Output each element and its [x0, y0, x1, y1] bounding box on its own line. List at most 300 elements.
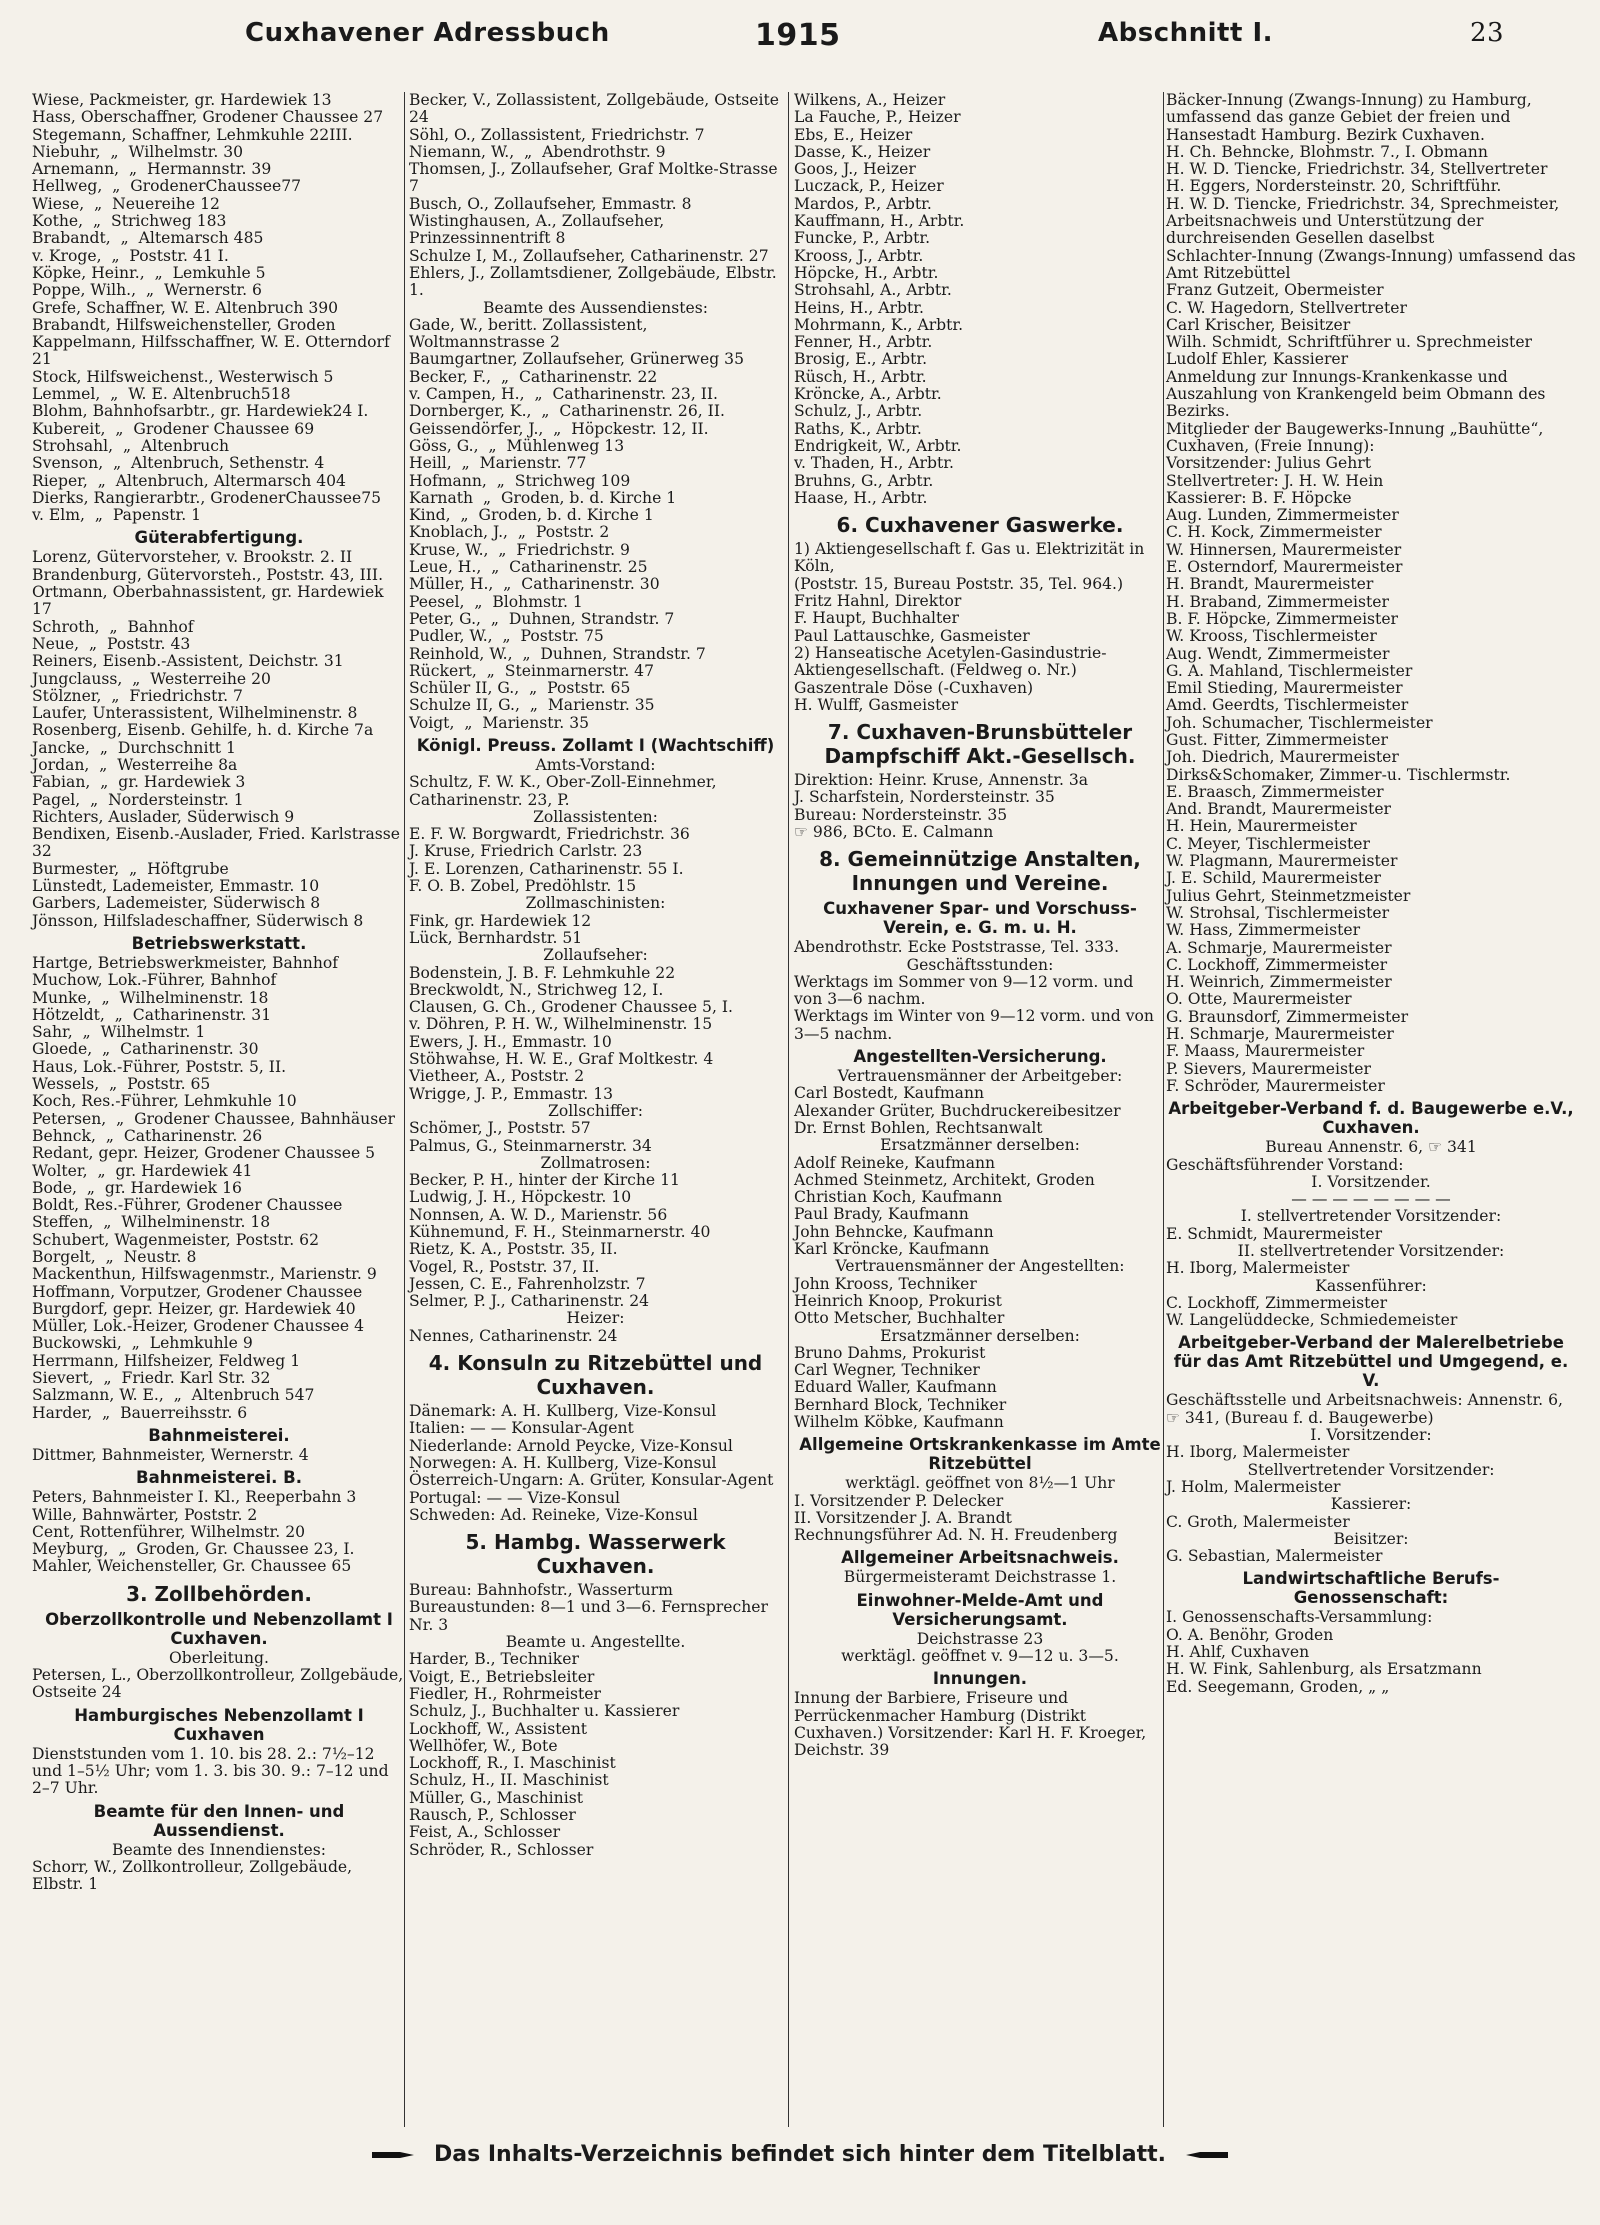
directory-entry: Wille, Bahnwärter, Poststr. 2 — [32, 1505, 258, 1524]
directory-entry: Bruno Dahms, Prokurist — [794, 1343, 986, 1362]
directory-entry: Dienststunden vom 1. 10. bis 28. 2.: 7½–12 und 1–5½ Uhr; vom 1. 3. bis 30. 9.: 7–12 und 2–7 Uhr. — [32, 1744, 394, 1798]
directory-entry: Bruhns, G., Arbtr. — [794, 471, 934, 490]
directory-entry: John Krooss, Techniker — [794, 1274, 977, 1293]
directory-entry: J. Holm, Malermeister — [1166, 1477, 1341, 1496]
centered-label: Bureau Annenstr. 6, ☞ 341 — [1265, 1138, 1477, 1157]
directory-entry: Amd. Geerdts, Tischlermeister — [1166, 696, 1409, 715]
centered-label: Vertrauensmänner der Arbeitgeber: — [837, 1067, 1123, 1086]
page-header — [0, 0, 1600, 62]
directory-entry: Emil Stieding, Maurermeister — [1166, 679, 1403, 698]
centered-label: Vertrauensmänner der Angestellten: — [835, 1257, 1125, 1276]
directory-entry: Gaszentrale Döse (-Cuxhaven) — [794, 678, 1034, 697]
directory-entry: H. Hein, Maurermeister — [1166, 817, 1357, 836]
directory-entry: Steffen, „ Wilhelminenstr. 18 — [32, 1213, 271, 1232]
centered-label: werktägl. geöffnet von 8½—1 Uhr — [845, 1474, 1115, 1493]
section-heading: 3. Zollbehörden. — [126, 1581, 312, 1606]
centered-label: — — — — — — — — — [1291, 1190, 1451, 1209]
directory-entry: Gloede, „ Catharinenstr. 30 — [32, 1040, 259, 1059]
directory-entry: H. Iborg, Malermeister — [1166, 1443, 1350, 1462]
subsection-heading: Bahnmeisterei. — [148, 1425, 290, 1445]
directory-entry: Peter, G., „ Duhnen, Strandstr. 7 — [409, 609, 675, 628]
directory-entry: Pudler, W., „ Poststr. 75 — [409, 627, 604, 646]
directory-entry: v. Thaden, H., Arbtr. — [794, 454, 954, 473]
directory-entry: Rechnungsführer Ad. N. H. Freudenberg — [794, 1526, 1118, 1545]
centered-label: Zollaufseher: — [543, 946, 648, 965]
directory-entry: O. Otte, Maurermeister — [1166, 990, 1352, 1009]
directory-entry: H. W. Fink, Sahlenburg, als Ersatzmann — [1166, 1660, 1482, 1679]
centered-label: Beamte des Aussendienstes: — [483, 298, 708, 317]
directory-entry: Geschäftsführender Vorstand: — [1166, 1155, 1404, 1174]
directory-entry: Müller, G., Maschinist — [409, 1788, 583, 1807]
directory-entry: Vogel, R., Poststr. 37, II. — [409, 1257, 600, 1276]
directory-entry: Schorr, W., Zollkontrolleur, Zollgebäude, Elbstr. 1 — [32, 1857, 358, 1894]
directory-entry: Baumgartner, Zollaufseher, Grünerweg 35 — [409, 350, 745, 369]
directory-entry: Wistinghausen, A., Zollaufseher, Prinzessinnentrift 8 — [409, 212, 670, 248]
directory-entry: Ludolf Ehler, Kassierer — [1166, 350, 1349, 369]
section-heading: 6. Cuxhavener Gaswerke. — [836, 513, 1124, 538]
directory-entry: Becker, P. H., hinter der Kirche 11 — [409, 1171, 680, 1190]
directory-entry: Bureau: Nordersteinstr. 35 — [794, 805, 1008, 824]
directory-entry: J. E. Lorenzen, Catharinenstr. 55 I. — [409, 859, 684, 878]
directory-entry: Ehlers, J., Zollamtsdiener, Zollgebäude, Elbstr. 1. — [409, 263, 782, 300]
centered-label: I. Vorsitzender. — [1311, 1172, 1431, 1191]
directory-entry: H. Braband, Zimmermeister — [1166, 592, 1389, 611]
directory-entry: Rückert, „ Steinmarnerstr. 47 — [409, 661, 655, 680]
centered-label: Ersatzmänner derselben: — [880, 1136, 1080, 1155]
directory-entry: C. Meyer, Tischlermeister — [1166, 834, 1370, 853]
directory-entry: Dänemark: A. H. Kullberg, Vize-Konsul — [409, 1402, 717, 1421]
directory-entry: Otto Metscher, Buchhalter — [794, 1309, 1005, 1328]
directory-entry: E. Braasch, Zimmermeister — [1166, 782, 1384, 801]
directory-entry: Neue, „ Poststr. 43 — [32, 634, 191, 653]
directory-entry: Peters, Bahnmeister I. Kl., Reeperbahn 3 — [32, 1488, 357, 1507]
directory-entry: Leue, H., „ Catharinenstr. 25 — [409, 558, 648, 577]
directory-entry: Hass, Oberschaffner, Grodener Chaussee 27 — [32, 108, 384, 127]
directory-entry: Portugal: — — Vize-Konsul — [409, 1488, 620, 1507]
directory-entry: Kind, „ Groden, b. d. Kirche 1 — [409, 506, 654, 525]
directory-entry: Muchow, Lok.-Führer, Bahnhof — [32, 971, 277, 990]
section-label: Abschnitt I. — [1098, 18, 1274, 48]
directory-entry: W. Strohsal, Tischlermeister — [1166, 903, 1390, 922]
directory-entry: Wilh. Schmidt, Schriftführer u. Sprechmeister — [1166, 333, 1533, 352]
directory-entry: Wiese, Packmeister, gr. Hardewiek 13 — [32, 91, 332, 109]
directory-entry: John Behncke, Kaufmann — [794, 1222, 994, 1241]
centered-label: Heizer: — [566, 1309, 625, 1328]
subsection-heading: Königl. Preuss. Zollamt I (Wachtschiff) — [416, 735, 775, 755]
directory-entry: Jordan, „ Westerreihe 8a — [32, 755, 238, 774]
directory-entry: Norwegen: A. H. Kullberg, Vize-Konsul — [409, 1453, 717, 1472]
directory-entry: J. E. Schild, Maurermeister — [1166, 869, 1381, 888]
directory-entry: Jancke, „ Durchschnitt 1 — [32, 738, 236, 757]
directory-entry: Adolf Reineke, Kaufmann — [794, 1153, 996, 1172]
directory-entry: Reiners, Eisenb.-Assistent, Deichstr. 31 — [32, 652, 344, 671]
directory-entry: Dr. Ernst Bohlen, Rechtsanwalt — [794, 1118, 1043, 1137]
section-heading: 7. Cuxhaven-Brunsbütteler Dampfschiff Akt.-Gesellsch. — [824, 720, 1136, 769]
directory-entry: Brabandt, Hilfsweichensteller, Groden — [32, 315, 336, 334]
directory-entry: G. A. Mahland, Tischlermeister — [1166, 661, 1413, 680]
directory-entry: Poppe, Wilh., „ Wernerstr. 6 — [32, 281, 262, 300]
directory-entry: Wilhelm Köbke, Kaufmann — [794, 1413, 1004, 1431]
directory-entry: Bernhard Block, Techniker — [794, 1395, 1007, 1414]
footer-text: Das Inhalts-Verzeichnis befindet sich hinter dem Titelblatt. — [433, 2142, 1166, 2167]
directory-entry: Stölzner, „ Friedrichstr. 7 — [32, 686, 243, 705]
directory-entry: Raths, K., Arbtr. — [794, 419, 922, 438]
directory-entry: Niederlande: Arnold Peycke, Vize-Konsul — [409, 1436, 733, 1455]
directory-entry: Reinhold, W., „ Duhnen, Strandstr. 7 — [409, 644, 706, 663]
directory-entry: Schulze I, M., Zollaufseher, Catharinenstr. 27 — [409, 246, 769, 265]
directory-entry: Aug. Lunden, Zimmermeister — [1166, 506, 1399, 525]
directory-entry: Karnath „ Groden, b. d. Kirche 1 — [409, 488, 677, 507]
directory-entry: 2) Hanseatische Acetylen-Gasindustrie-Aktiengesellschaft. (Feldweg o. Nr.) — [794, 643, 1107, 680]
directory-entry: Aug. Wendt, Zimmermeister — [1166, 644, 1390, 663]
directory-entry: Alexander Grüter, Buchdruckereibesitzer — [794, 1101, 1121, 1120]
directory-entry: Geschäftsstelle und Arbeitsnachweis: Annenstr. 6, ☞ 341, (Bureau f. d. Baugewerbe) — [1166, 1391, 1568, 1427]
directory-entry: Wiese, „ Neuereihe 12 — [32, 194, 220, 213]
directory-entry: Lemmel, „ W. E. Altenbruch518 — [32, 385, 291, 404]
directory-entry: Höpcke, H., Arbtr. — [794, 263, 939, 282]
directory-entry: Wilkens, A., Heizer — [794, 91, 946, 109]
directory-entry: F. Maass, Maurermeister — [1166, 1042, 1365, 1061]
directory-entry: Haase, H., Arbtr. — [794, 488, 928, 507]
directory-entry: Schömer, J., Poststr. 57 — [409, 1119, 591, 1138]
directory-entry: Pagel, „ Nordersteinstr. 1 — [32, 790, 244, 809]
centered-label: werktägl. geöffnet v. 9—12 u. 3—5. — [841, 1647, 1119, 1666]
directory-entry: Carl Bostedt, Kaufmann — [794, 1084, 985, 1103]
directory-entry: H. Wulff, Gasmeister — [794, 695, 959, 714]
directory-entry: Carl Wegner, Techniker — [794, 1361, 980, 1380]
directory-entry: Svenson, „ Altenbruch, Sethenstr. 4 — [32, 454, 325, 473]
directory-entry: H. Eggers, Nordersteinstr. 20, Schriftführ. — [1166, 177, 1502, 196]
directory-entry: Strohsahl, A., Arbtr. — [794, 281, 952, 300]
directory-entry: Ortmann, Oberbahnassistent, gr. Hardewiek 17 — [32, 583, 389, 619]
column-2 — [409, 92, 782, 2127]
directory-entry: Jungclauss, „ Westerreihe 20 — [32, 669, 271, 688]
directory-entry: Selmer, P. J., Catharinenstr. 24 — [409, 1292, 650, 1311]
directory-entry: Heill, „ Marienstr. 77 — [409, 454, 587, 473]
directory-entry: Behnck, „ Catharinenstr. 26 — [32, 1126, 263, 1145]
directory-entry: Laufer, Unterassistent, Wilhelminenstr. 8 — [32, 704, 358, 723]
directory-entry: Kröncke, A., Arbtr. — [794, 385, 942, 404]
directory-entry: Richters, Auslader, Süderwisch 9 — [32, 807, 295, 826]
directory-entry: Blohm, Bahnhofsarbtr., gr. Hardewiek24 I. — [32, 402, 369, 421]
centered-label: Kassenführer: — [1315, 1276, 1427, 1295]
directory-entry: Dierks, Rangierarbtr., GrodenerChaussee75 — [32, 488, 382, 507]
directory-entry: Geissendörfer, J., „ Höpckestr. 12, II. — [409, 419, 709, 438]
subsection-heading: Oberzollkontrolle und Nebenzollamt I Cuxhaven. — [45, 1609, 393, 1648]
directory-entry: Schulz, H., II. Maschinist — [409, 1771, 609, 1790]
directory-entry: Julius Gehrt, Steinmetzmeister — [1166, 886, 1411, 905]
directory-entry: Herrmann, Hilfsheizer, Feldweg 1 — [32, 1351, 301, 1370]
directory-entry: Hartge, Betriebswerkmeister, Bahnhof — [32, 953, 339, 972]
directory-entry: Abendrothstr. Ecke Poststrasse, Tel. 333. — [794, 938, 1120, 957]
directory-entry: Mackenthun, Hilfswagenmstr., Marienstr. 9 — [32, 1265, 377, 1284]
directory-entry: F. Schröder, Maurermeister — [1166, 1076, 1385, 1095]
directory-entry: Italien: — — Konsular-Agent — [409, 1419, 634, 1438]
directory-entry: H. Brandt, Maurermeister — [1166, 575, 1374, 594]
directory-entry: 1) Aktiengesellschaft f. Gas u. Elektrizität in Köln, — [794, 540, 1150, 576]
subsection-heading: Arbeitgeber-Verband der Malerelbetriebe für das Amt Ritzebüttel und Umgegend, e. V. — [1173, 1333, 1569, 1391]
subsection-heading: Arbeitgeber-Verband f. d. Baugewerbe e.V., Cuxhaven. — [1168, 1099, 1574, 1138]
directory-entry: H. Ch. Behncke, Blohmstr. 7., I. Obmann — [1166, 142, 1488, 161]
directory-entry: Mahler, Weichensteller, Gr. Chaussee 65 — [32, 1557, 352, 1576]
directory-entry: B. F. Höpcke, Zimmermeister — [1166, 609, 1399, 628]
directory-entry: ☞ 986, BCto. E. Calmann — [794, 822, 994, 841]
subsection-heading: Allgemeine Ortskrankenkasse im Amte Ritzebüttel — [799, 1435, 1161, 1474]
directory-entry: P. Sievers, Maurermeister — [1166, 1059, 1371, 1078]
directory-entry: La Fauche, P., Heizer — [794, 108, 961, 127]
directory-entry: Kauffmann, H., Arbtr. — [794, 212, 965, 231]
directory-entry: Peesel, „ Blohmstr. 1 — [409, 592, 583, 611]
directory-entry: E. Schmidt, Maurermeister — [1166, 1224, 1383, 1243]
directory-entry: Busch, O., Zollaufseher, Emmastr. 8 — [409, 194, 692, 213]
directory-entry: Munke, „ Wilhelminenstr. 18 — [32, 988, 269, 1007]
directory-entry: Christian Koch, Kaufmann — [794, 1188, 1003, 1207]
centered-label: Amts-Vorstand: — [535, 755, 656, 774]
subsection-heading: Allgemeiner Arbeitsnachweis. — [841, 1548, 1119, 1568]
directory-entry: Ewers, J. H., Emmastr. 10 — [409, 1032, 612, 1051]
directory-entry: Jönsson, Hilfsladeschaffner, Süderwisch 8 — [32, 911, 364, 930]
directory-entry: Müller, H., „ Catharinenstr. 30 — [409, 575, 660, 594]
directory-entry: Stegemann, Schaffner, Lehmkuhle 22III. — [32, 125, 353, 144]
column-1 — [32, 91, 409, 2127]
directory-entry: Rausch, P., Schlosser — [409, 1806, 576, 1825]
directory-entry: Hötzeldt, „ Catharinenstr. 31 — [32, 1005, 272, 1024]
directory-entry: Wessels, „ Poststr. 65 — [32, 1075, 211, 1094]
directory-entry: J. Kruse, Friedrich Carlstr. 23 — [409, 842, 643, 861]
directory-entry: Schulz, J., Arbtr. — [794, 402, 923, 421]
directory-entry: Fink, gr. Hardewiek 12 — [409, 911, 592, 930]
directory-entry: Kappelmann, Hilfsschaffner, W. E. Otterndorf 21 — [32, 333, 395, 369]
directory-entry: Hofmann, „ Strichweg 109 — [409, 471, 631, 490]
directory-entry: Joh. Schumacher, Tischlermeister — [1166, 713, 1433, 732]
pointing-hand-icon — [1184, 2146, 1230, 2164]
directory-entry: I. Genossenschafts-Versammlung: — [1166, 1608, 1433, 1627]
directory-entry: Köpke, Heinr., „ Lemkuhle 5 — [32, 263, 266, 282]
directory-entry: G. Braunsdorf, Zimmermeister — [1166, 1007, 1409, 1026]
directory-entry: Dasse, K., Heizer — [794, 142, 931, 161]
directory-entry: Kühnemund, F. H., Steinmarnerstr. 40 — [409, 1223, 711, 1241]
directory-entry: Ebs, E., Heizer — [794, 125, 913, 144]
subsection-heading: Güterabfertigung. — [134, 528, 304, 548]
directory-entry: Brosig, E., Arbtr. — [794, 350, 928, 369]
directory-entry: Schulze II, G., „ Marienstr. 35 — [409, 696, 655, 715]
subsection-heading: Innungen. — [932, 1669, 1028, 1689]
directory-entry: Schüler II, G., „ Poststr. 65 — [409, 679, 631, 698]
centered-label: Zollmaschinisten: — [525, 894, 666, 913]
directory-entry: C. H. Kock, Zimmermeister — [1166, 523, 1382, 542]
directory-entry: Bäcker-Innung (Zwangs-Innung) zu Hamburg, umfassend das ganze Gebiet der freien und Hansestadt Hamburg. Bezirk Cuxhaven. — [1166, 91, 1537, 144]
centered-label: Zollmatrosen: — [540, 1153, 651, 1172]
directory-entry: Stellvertreter: J. H. W. Hein — [1166, 471, 1384, 490]
directory-entry: Burgdorf, gepr. Heizer, gr. Hardewiek 40 — [32, 1299, 356, 1318]
page-number: 23 — [1470, 18, 1505, 48]
directory-entry: Fiedler, H., Rohrmeister — [409, 1684, 601, 1703]
directory-entry: Ed. Seegemann, Groden, „ „ — [1166, 1677, 1390, 1696]
directory-entry: J. Scharfstein, Nordersteinstr. 35 — [794, 788, 1055, 807]
directory-entry: Lorenz, Gütervorsteher, v. Brookstr. 2. II — [32, 548, 353, 567]
directory-entry: Endrigkeit, W., Arbtr. — [794, 436, 962, 455]
column-divider — [788, 92, 789, 2127]
directory-entry: Cent, Rottenführer, Wilhelmstr. 20 — [32, 1522, 306, 1541]
directory-entry: I. Vorsitzender P. Delecker — [794, 1491, 1004, 1510]
directory-entry: Direktion: Heinr. Kruse, Annenstr. 3a — [794, 771, 1089, 790]
directory-entry: Lünstedt, Lademeister, Emmastr. 10 — [32, 877, 320, 896]
centered-label: Deichstrasse 23 — [916, 1629, 1044, 1648]
directory-entry: W. Plagmann, Maurermeister — [1166, 852, 1398, 871]
centered-label: Geschäftsstunden: — [906, 955, 1054, 974]
directory-entry: C. W. Hagedorn, Stellvertreter — [1166, 298, 1407, 317]
directory-entry: Funcke, P., Arbtr. — [794, 229, 931, 248]
directory-entry: Heinrich Knoop, Prokurist — [794, 1291, 1002, 1310]
directory-entry: Stöhwahse, H. W. E., Graf Moltkestr. 4 — [409, 1050, 714, 1069]
centered-label: Kassierer: — [1330, 1495, 1412, 1514]
subsection-heading: Angestellten-Versicherung. — [853, 1047, 1107, 1067]
directory-entry: Anmeldung zur Innungs-Krankenkasse und Auszahlung von Krankengeld beim Obmann des Bezirks. — [1166, 367, 1551, 421]
directory-entry: Niebuhr, „ Wilhelmstr. 30 — [32, 142, 244, 161]
centered-label: Zollassistenten: — [533, 807, 658, 826]
year: 1915 — [755, 18, 841, 53]
directory-entry: H. W. D. Tiencke, Friedrichstr. 34, Sprechmeister, Arbeitsnachweis und Unterstützung der durchreisenden Gesellen daselbst — [1166, 194, 1565, 248]
directory-entry: Bodenstein, J. B. F. Lehmkuhle 22 — [409, 963, 676, 982]
directory-entry: Schultz, F. W. K., Ober-Zoll-Einnehmer, Catharinenstr. 23, P. — [409, 773, 722, 809]
directory-entry: Redant, gepr. Heizer, Grodener Chaussee 5 — [32, 1144, 376, 1163]
directory-entry: Werktags im Sommer von 9—12 vorm. und von 3—6 nachm. — [794, 972, 1139, 1009]
directory-entry: Ludwig, J. H., Höpckestr. 10 — [409, 1188, 632, 1207]
subsection-heading: Bahnmeisterei. B. — [136, 1468, 302, 1488]
directory-entry: Nennes, Catharinenstr. 24 — [409, 1326, 618, 1345]
directory-entry: Brandenburg, Gütervorsteh., Poststr. 43, III. — [32, 565, 384, 584]
directory-entry: Karl Kröncke, Kaufmann — [794, 1240, 990, 1259]
centered-label: Beamte u. Angestellte. — [505, 1633, 686, 1652]
directory-entry: Vietheer, A., Poststr. 2 — [409, 1067, 585, 1086]
directory-entry: Fenner, H., Arbtr. — [794, 333, 933, 352]
directory-entry: F. O. B. Zobel, Predöhlstr. 15 — [409, 877, 637, 896]
directory-entry: Feist, A., Schlosser — [409, 1823, 561, 1842]
directory-entry: Garbers, Lademeister, Süderwisch 8 — [32, 894, 321, 913]
directory-entry: Paul Lattauschke, Gasmeister — [794, 626, 1030, 645]
centered-label: Beamte des Innendienstes: — [112, 1840, 326, 1859]
directory-entry: Wrigge, J. P., Emmastr. 13 — [409, 1084, 614, 1103]
directory-entry: Meyburg, „ Groden, Gr. Chaussee 23, I. — [32, 1540, 355, 1559]
directory-entry: Sievert, „ Friedr. Karl Str. 32 — [32, 1369, 271, 1388]
directory-entry: Jessen, C. E., Fahrenholzstr. 7 — [409, 1274, 646, 1293]
directory-entry: H. Ahlf, Cuxhaven — [1166, 1643, 1310, 1662]
directory-entry: Haus, Lok.-Führer, Poststr. 5, II. — [32, 1057, 287, 1076]
directory-entry: Brabandt, „ Altemarsch 485 — [32, 229, 264, 248]
subsection-heading: Beamte für den Innen- und Aussendienst. — [93, 1801, 345, 1840]
directory-entry: Wolter, „ gr. Hardewiek 41 — [32, 1161, 253, 1180]
directory-entry: Kruse, W., „ Friedrichstr. 9 — [409, 540, 630, 559]
footer-note — [0, 2142, 1600, 2182]
directory-entry: Krooss, J., Arbtr. — [794, 246, 924, 265]
directory-entry: Bureau: Bahnhofstr., Wasserturm — [409, 1581, 673, 1600]
subsection-heading: Einwohner-Melde-Amt und Versicherungsamt. — [856, 1590, 1104, 1629]
directory-entry: A. Schmarje, Maurermeister — [1166, 938, 1392, 957]
directory-entry: Schweden: Ad. Reineke, Vize-Konsul — [409, 1505, 698, 1524]
directory-entry: Mardos, P., Arbtr. — [794, 194, 932, 213]
directory-entry: Paul Brady, Kaufmann — [794, 1205, 969, 1224]
directory-entry: W. Hass, Zimmermeister — [1166, 921, 1361, 940]
directory-entry: Lück, Bernhardstr. 51 — [409, 928, 583, 947]
centered-label: Zollschiffer: — [548, 1101, 643, 1120]
directory-entry: Voigt, „ Marienstr. 35 — [409, 713, 590, 732]
directory-entry: Salzmann, W. E., „ Altenbruch 547 — [32, 1386, 315, 1405]
directory-entry: Österreich-Ungarn: A. Grüter, Konsular-Agent — [409, 1471, 774, 1490]
directory-entry: Arnemann, „ Hermannstr. 39 — [32, 160, 272, 179]
directory-entry: Schubert, Wagenmeister, Poststr. 62 — [32, 1230, 320, 1249]
directory-entry: Schlachter-Innung (Zwangs-Innung) umfassend das Amt Ritzebüttel — [1166, 246, 1581, 282]
directory-entry: Schröder, R., Schlosser — [409, 1840, 594, 1859]
directory-entry: Hellweg, „ GrodenerChaussee77 — [32, 177, 302, 196]
centered-label: Oberleitung. — [169, 1648, 269, 1667]
directory-entry: Niemann, W., „ Abendrothstr. 9 — [409, 142, 666, 161]
directory-entry: Vorsitzender: Julius Gehrt — [1166, 454, 1372, 473]
directory-entry: C. Groth, Malermeister — [1166, 1512, 1350, 1531]
subsection-heading: Cuxhavener Spar- und Vorschuss-Verein, e. G. m. u. H. — [823, 899, 1137, 938]
directory-entry: Wellhöfer, W., Bote — [409, 1736, 558, 1755]
directory-entry: Petersen, „ Grodener Chaussee, Bahnhäuser — [32, 1109, 395, 1128]
directory-entry: Boldt, Res.-Führer, Grodener Chaussee — [32, 1196, 343, 1215]
subsection-heading: Betriebswerkstatt. — [131, 933, 307, 953]
directory-entry: Luczack, P., Heizer — [794, 177, 944, 196]
directory-entry: Dornberger, K., „ Catharinenstr. 26, II. — [409, 402, 725, 421]
directory-entry: Voigt, E., Betriebsleiter — [409, 1667, 595, 1686]
directory-entry: II. Vorsitzender J. A. Brandt — [794, 1508, 1012, 1527]
directory-entry: Grefe, Schaffner, W. E. Altenbruch 390 — [32, 298, 339, 317]
directory-entry: Dirks&Schomaker, Zimmer-u. Tischlermstr. — [1166, 765, 1511, 784]
directory-entry: Burmester, „ Höftgrube — [32, 859, 229, 878]
directory-entry: Harder, B., Techniker — [409, 1650, 579, 1669]
directory-entry: Heins, H., Arbtr. — [794, 298, 924, 317]
directory-entry: Knoblach, J., „ Poststr. 2 — [409, 523, 610, 542]
directory-entry: Rosenberg, Eisenb. Gehilfe, h. d. Kirche 7a — [32, 721, 374, 740]
directory-entry: Petersen, L., Oberzollkontrolleur, Zollgebäude, Ostseite 24 — [32, 1666, 409, 1702]
directory-entry: Hoffmann, Vorputzer, Grodener Chaussee — [32, 1282, 363, 1301]
directory-entry: Innung der Barbiere, Friseure und Perrückenmacher Hamburg (Distrikt Cuxhaven.) Vorsitzender: Karl H. F. Kroeger, Deichstr. 39 — [794, 1689, 1152, 1760]
directory-entry: Bode, „ gr. Hardewiek 16 — [32, 1178, 242, 1197]
directory-entry: Gust. Fitter, Zimmermeister — [1166, 730, 1388, 749]
directory-entry: Dittmer, Bahnmeister, Wernerstr. 4 — [32, 1445, 309, 1464]
directory-entry: Harder, „ Bauerreihsstr. 6 — [32, 1403, 248, 1422]
directory-entry: v. Elm, „ Papenstr. 1 — [32, 506, 202, 525]
column-3 — [794, 92, 1166, 2127]
directory-entry: Lockhoff, W., Assistent — [409, 1719, 588, 1738]
directory-entry: Bureaustunden: 8—1 und 3—6. Fernsprecher Nr. 3 — [409, 1598, 773, 1634]
directory-entry: Buckowski, „ Lehmkuhle 9 — [32, 1334, 253, 1353]
directory-entry: Rüsch, H., Arbtr. — [794, 367, 927, 386]
directory-entry: Schulz, J., Buchhalter u. Kassierer — [409, 1702, 680, 1721]
directory-entry: Bendixen, Eisenb.-Auslader, Fried. Karlstrasse 32 — [32, 825, 405, 861]
directory-entry: Müller, Lok.-Heizer, Grodener Chaussee 4 — [32, 1317, 365, 1336]
directory-entry: Palmus, G., Steinmarnerstr. 34 — [409, 1136, 652, 1155]
directory-entry: Rieper, „ Altenbruch, Altermarsch 404 — [32, 471, 346, 490]
directory-entry: Eduard Waller, Kaufmann — [794, 1378, 997, 1397]
directory-entry: Joh. Diedrich, Maurermeister — [1166, 748, 1399, 767]
directory-entry: Breckwoldt, N., Strichweg 12, I. — [409, 980, 664, 999]
directory-entry: W. Langelüddecke, Schmiedemeister — [1166, 1311, 1458, 1330]
directory-entry: Strohsahl, „ Altenbruch — [32, 436, 230, 455]
directory-entry: Koch, Res.-Führer, Lehmkuhle 10 — [32, 1092, 297, 1111]
directory-entry: Kassierer: B. F. Höpcke — [1166, 488, 1352, 507]
directory-entry: E. F. W. Borgwardt, Friedrichstr. 36 — [409, 825, 690, 844]
directory-entry: W. Krooss, Tischlermeister — [1166, 627, 1377, 646]
directory-entry: C. Lockhoff, Zimmermeister — [1166, 955, 1388, 974]
centered-label: Bürgermeisteramt Deichstrasse 1. — [843, 1568, 1117, 1587]
directory-entry: Werktags im Winter von 9—12 vorm. und von 3—5 nachm. — [794, 1007, 1159, 1043]
directory-entry: Kubereit, „ Grodener Chaussee 69 — [32, 419, 315, 438]
centered-label: II. stellvertretender Vorsitzender: — [1237, 1242, 1505, 1260]
directory-entry: Lockhoff, R., I. Maschinist — [409, 1754, 616, 1773]
